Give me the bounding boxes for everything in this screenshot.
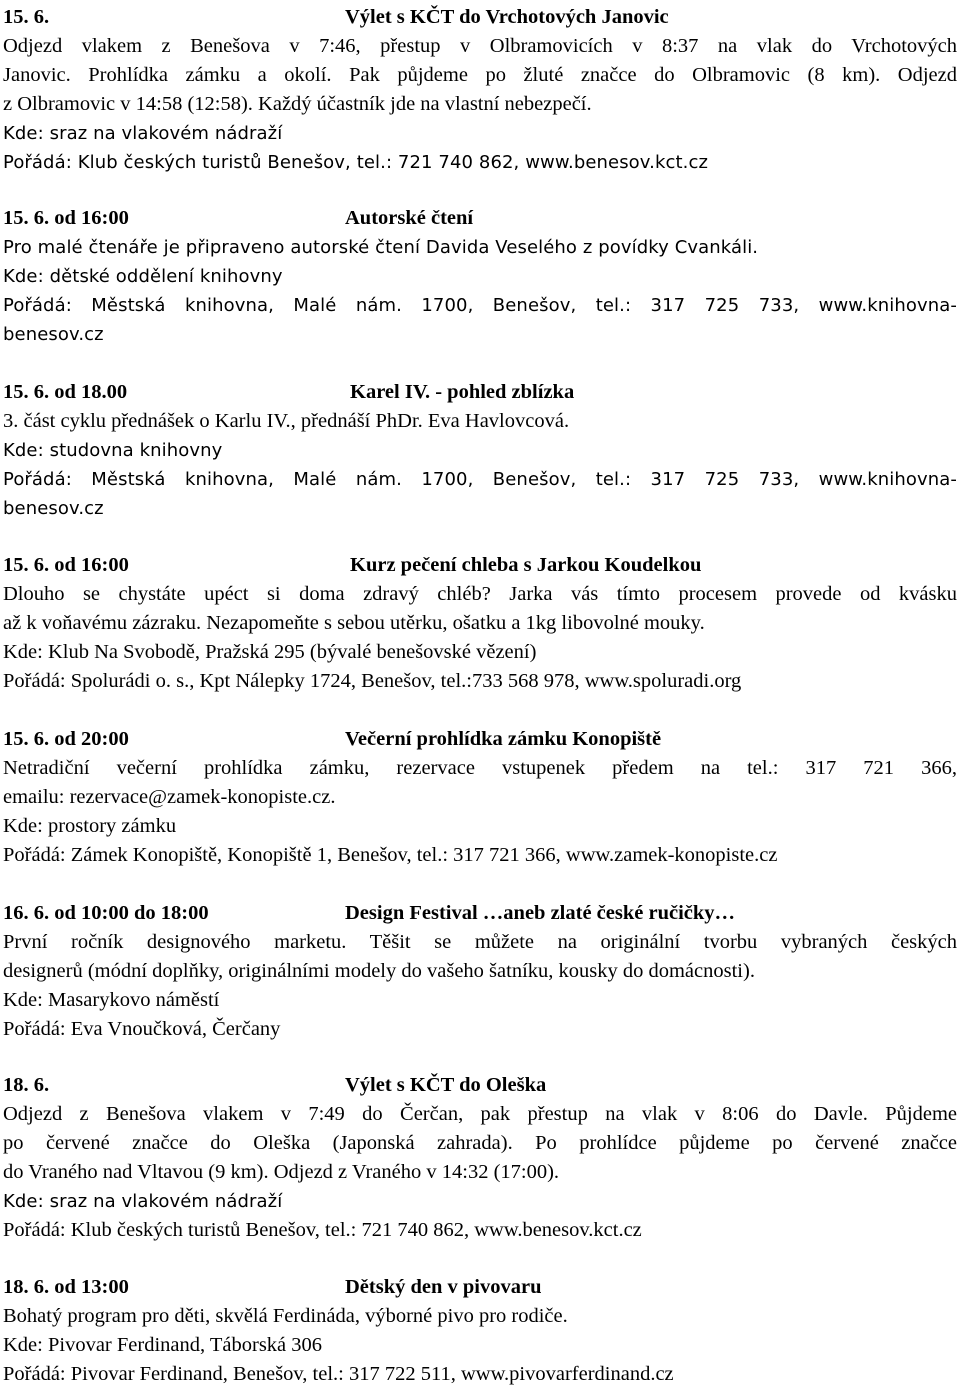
event-organizer: Pořádá: Klub českých turistů Benešov, tel.: 721 740 862, www.benesov.kct.cz bbox=[3, 1219, 642, 1241]
event-description-line: Dlouho se chystáte upéct si doma zdravý chléb? Jarka vás tímto procesem provede od kvásku bbox=[3, 583, 957, 605]
event-heading bbox=[3, 551, 957, 580]
event-organizer: Pořádá: Spolurádi o. s., Kpt Nálepky 1724, Benešov, tel.:733 568 978, www.spoluradi.org bbox=[3, 670, 742, 692]
event-description-line: Janovic. Prohlídka zámku a okolí. Pak půjdeme po žluté značce do Olbramovic (8 km). Odjezd bbox=[3, 64, 957, 86]
event-description-line: Netradiční večerní prohlídka zámku, rezervace vstupenek předem na tel.: 317 721 366, bbox=[3, 757, 957, 779]
event-entry bbox=[3, 3, 957, 177]
event-entry bbox=[3, 204, 957, 349]
event-title: Design Festival …aneb zlaté české ručičky… bbox=[345, 902, 736, 924]
event-date: 18. 6. od 13:00 bbox=[3, 1276, 129, 1298]
event-description-line: Odjezd z Benešova vlakem v 7:49 do Čerčan, pak přestup na vlak v 8:06 do Davle. Půjdeme bbox=[3, 1103, 957, 1125]
event-organizer: Pořádá: Městská knihovna, Malé nám. 1700, Benešov, tel.: 317 725 733, www.knihovna- bbox=[3, 295, 957, 316]
event-location: Kde: sraz na vlakovém nádraží bbox=[3, 1191, 283, 1212]
event-description-line: Odjezd vlakem z Benešova v 7:46, přestup v Olbramovicích v 8:37 na vlak do Vrchotových bbox=[3, 35, 957, 57]
event-description-line: emailu: rezervace@zamek-konopiste.cz. bbox=[3, 786, 336, 808]
event-description-line: Bohatý program pro děti, skvělá Ferdináda, výborné pivo pro rodiče. bbox=[3, 1305, 568, 1327]
event-title: Výlet s KČT do Oleška bbox=[345, 1074, 547, 1096]
event-location: Kde: sraz na vlakovém nádraží bbox=[3, 123, 283, 144]
event-organizer: Pořádá: Klub českých turistů Benešov, tel.: 721 740 862, www.benesov.kct.cz bbox=[3, 152, 709, 173]
event-location: Kde: Klub Na Svobodě, Pražská 295 (bývalé benešovské vězení) bbox=[3, 641, 537, 663]
event-title: Autorské čtení bbox=[345, 207, 474, 229]
event-description-line: do Vraného nad Vltavou (9 km). Odjezd z Vraného v 14:32 (17:00). bbox=[3, 1161, 560, 1183]
event-date: 15. 6. od 16:00 bbox=[3, 207, 129, 229]
event-location: Kde: Masarykovo náměstí bbox=[3, 989, 220, 1011]
event-description-line: designerů (módní doplňky, originálními modely do vašeho šatníku, kousky do domácnosti). bbox=[3, 960, 755, 982]
event-entry bbox=[3, 899, 957, 1044]
event-description-line: po červené značce do Oleška (Japonská zahrada). Po prohlídce půjdeme po červené značce bbox=[3, 1132, 957, 1154]
event-organizer: Pořádá: Zámek Konopiště, Konopiště 1, Benešov, tel.: 317 721 366, www.zamek-konopiste.cz bbox=[3, 844, 778, 866]
event-location: Kde: studovna knihovny bbox=[3, 440, 223, 461]
event-date: 16. 6. od 10:00 do 18:00 bbox=[3, 902, 209, 924]
event-entry bbox=[3, 1273, 957, 1389]
event-heading bbox=[3, 3, 957, 32]
event-entry bbox=[3, 378, 957, 523]
event-date: 15. 6. od 18.00 bbox=[3, 381, 128, 403]
event-title: Výlet s KČT do Vrchotových Janovic bbox=[345, 6, 669, 28]
event-heading bbox=[3, 899, 957, 928]
event-date: 18. 6. bbox=[3, 1074, 50, 1096]
event-date: 15. 6. od 20:00 bbox=[3, 728, 129, 750]
event-organizer: benesov.cz bbox=[3, 324, 104, 345]
event-entry bbox=[3, 725, 957, 870]
event-entry bbox=[3, 1071, 957, 1245]
event-heading bbox=[3, 1071, 957, 1100]
event-heading bbox=[3, 725, 957, 754]
event-title: Dětský den v pivovaru bbox=[345, 1276, 542, 1298]
event-organizer: Pořádá: Pivovar Ferdinand, Benešov, tel.: 317 722 511, www.pivovarferdinand.cz bbox=[3, 1363, 674, 1385]
event-organizer: benesov.cz bbox=[3, 498, 104, 519]
event-title: Kurz pečení chleba s Jarkou Koudelkou bbox=[350, 554, 702, 576]
event-title: Večerní prohlídka zámku Konopiště bbox=[345, 728, 662, 750]
event-description-line: z Olbramovic v 14:58 (12:58). Každý účastník jde na vlastní nebezpečí. bbox=[3, 93, 592, 115]
event-organizer: Pořádá: Městská knihovna, Malé nám. 1700, Benešov, tel.: 317 725 733, www.knihovna- bbox=[3, 469, 957, 490]
event-location: Kde: Pivovar Ferdinand, Táborská 306 bbox=[3, 1334, 323, 1356]
event-description-line: První ročník designového marketu. Těšit se můžete na originální tvorbu vybraných českých bbox=[3, 931, 957, 953]
event-heading bbox=[3, 1273, 957, 1302]
event-heading bbox=[3, 204, 957, 233]
event-date: 15. 6. bbox=[3, 6, 50, 28]
event-description-line: 3. část cyklu přednášek o Karlu IV., přednáší PhDr. Eva Havlovcová. bbox=[3, 410, 570, 432]
event-location: Kde: dětské oddělení knihovny bbox=[3, 266, 283, 287]
event-date: 15. 6. od 16:00 bbox=[3, 554, 129, 576]
event-location: Kde: prostory zámku bbox=[3, 815, 177, 837]
event-heading bbox=[3, 378, 957, 407]
event-organizer: Pořádá: Eva Vnoučková, Čerčany bbox=[3, 1018, 281, 1040]
event-description-line: Pro malé čtenáře je připraveno autorské čtení Davida Veselého z povídky Cvankáli. bbox=[3, 237, 759, 258]
event-entry bbox=[3, 551, 957, 696]
event-description-line: až k voňavému zázraku. Nezapomeňte s sebou utěrku, ošatku a 1kg libovolné mouky. bbox=[3, 612, 705, 634]
event-title: Karel IV. - pohled zblízka bbox=[350, 381, 575, 403]
